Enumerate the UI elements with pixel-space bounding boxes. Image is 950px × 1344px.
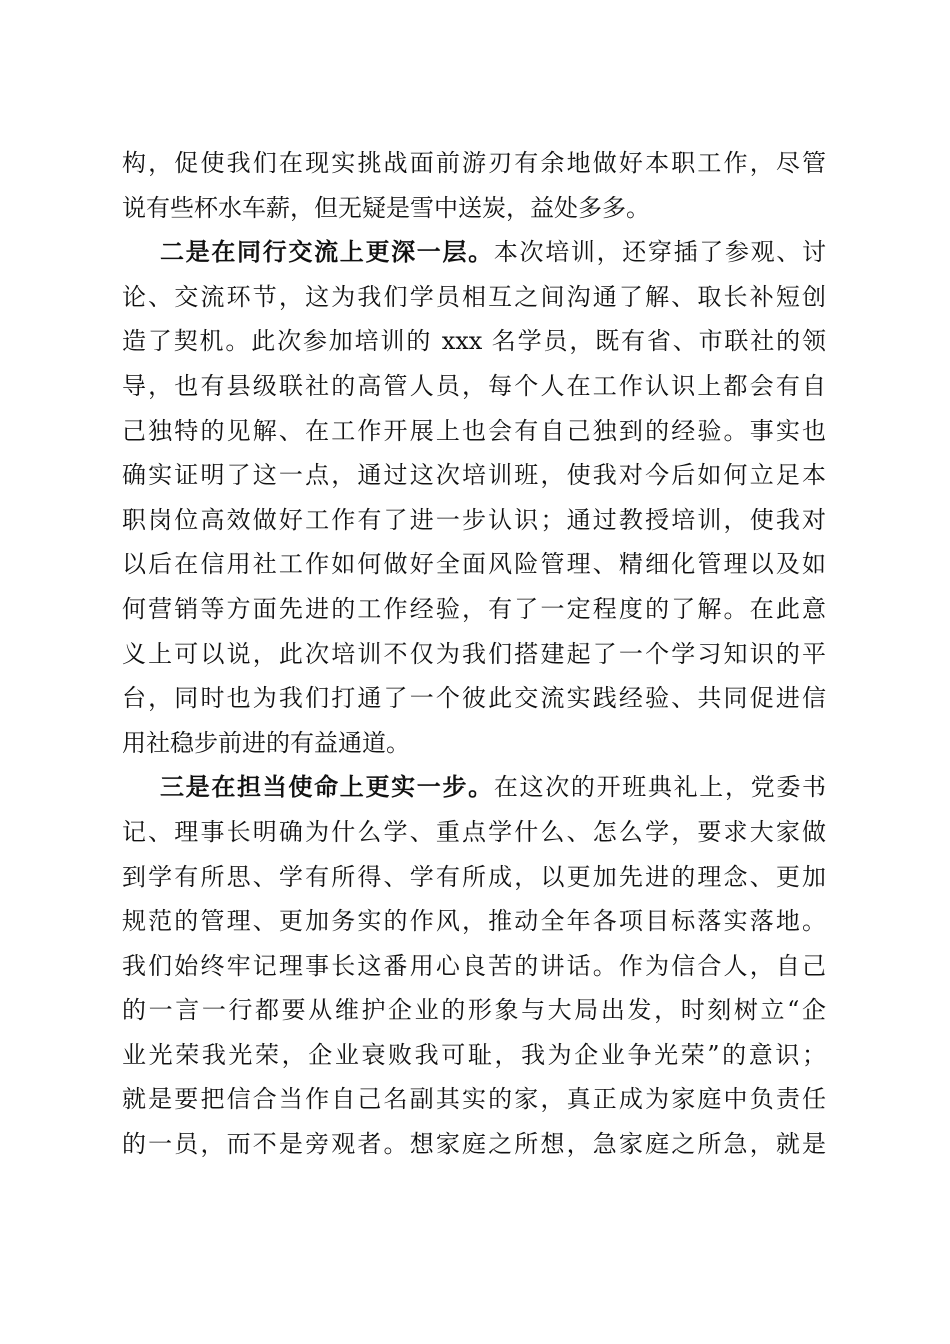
body-text	[122, 141, 826, 1167]
text-line: 己独特的见解、在工作开展上也会有自己独到的经验。事实也	[122, 416, 826, 445]
text-segment: 本次培训，还穿插了参观、讨	[493, 238, 826, 267]
text-line: 造了契机。此次参加培训的 xxx 名学员，既有省、市联社的领	[122, 327, 826, 356]
text-line: 规范的管理、更加务实的作风，推动全年各项目标落实落地。	[122, 907, 826, 936]
text-line: 用社稳步前进的有益通道。	[122, 728, 410, 757]
paragraph-first-line	[122, 765, 826, 810]
text-segment: 在这次的开班典礼上，党委书	[493, 773, 826, 802]
paragraph-heading: 二是在同行交流上更深一层。	[160, 237, 494, 267]
text-line: 论、交流环节，这为我们学员相互之间沟通了解、取长补短创	[122, 282, 826, 311]
text-line: 业光荣我光荣，企业衰败我可耻，我为企业争光荣”的意识；	[122, 1040, 826, 1069]
text-line: 以后在信用社工作如何做好全面风险管理、精细化管理以及如	[122, 550, 826, 579]
text-line: 的一员，而不是旁观者。想家庭之所想，急家庭之所急，就是	[122, 1130, 826, 1159]
text-line: 我们始终牢记理事长这番用心良苦的讲话。作为信合人，自己	[122, 951, 826, 980]
text-line: 导，也有县级联社的高管人员，每个人在工作认识上都会有自	[122, 371, 826, 400]
text-line: 的一言一行都要从维护企业的形象与大局出发，时刻树立“企	[122, 996, 826, 1025]
text-line: 台，同时也为我们打通了一个彼此交流实践经验、共同促进信	[122, 684, 826, 713]
text-line: 构，促使我们在现实挑战面前游刃有余地做好本职工作，尽管	[122, 149, 826, 177]
text-line: 义上可以说，此次培训不仅为我们搭建起了一个学习知识的平	[122, 639, 826, 668]
text-line: 何营销等方面先进的工作经验，有了一定程度的了解。在此意	[122, 594, 826, 623]
text-line: 就是要把信合当作自己名副其实的家，真正成为家庭中负责任	[122, 1085, 826, 1114]
text-line: 到学有所思、学有所得、学有所成，以更加先进的理念、更加	[122, 862, 826, 891]
text-line: 职岗位高效做好工作有了进一步认识；通过教授培训，使我对	[122, 505, 826, 534]
text-line: 确实证明了这一点，通过这次培训班，使我对今后如何立足本	[122, 461, 826, 490]
text-line: 记、理事长明确为什么学、重点学什么、怎么学，要求大家做	[122, 817, 826, 846]
text-line: 说有些杯水车薪，但无疑是雪中送炭，益处多多。	[122, 193, 650, 222]
paragraph-heading: 三是在担当使命上更实一步。	[160, 772, 494, 802]
paragraph-first-line	[122, 230, 826, 275]
